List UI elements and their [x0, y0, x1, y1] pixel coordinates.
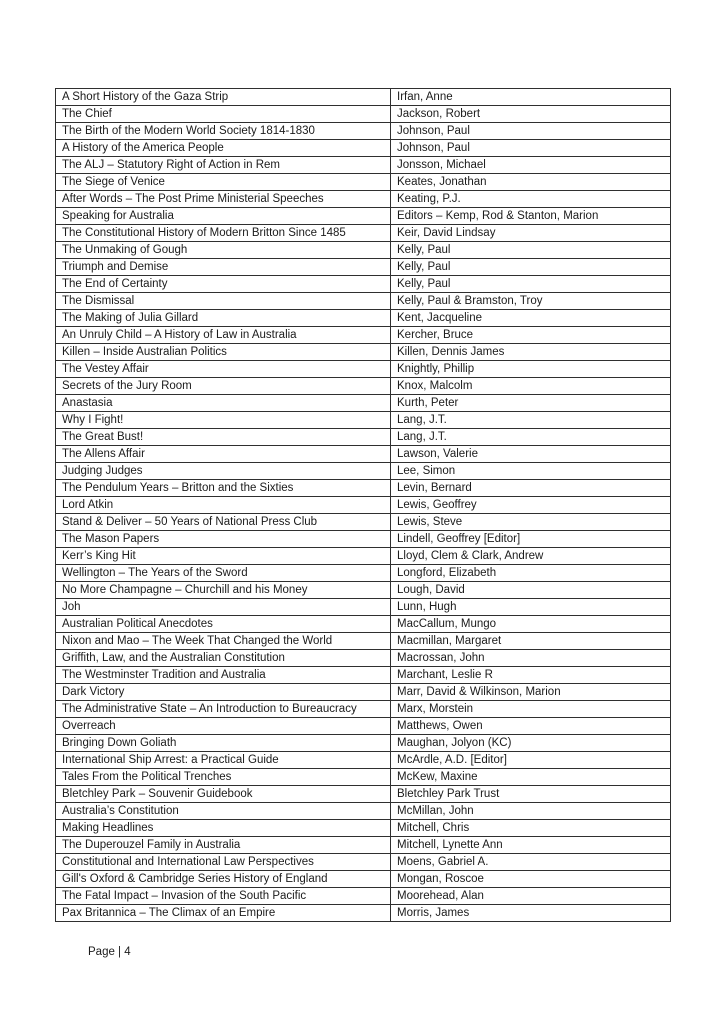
title-cell: The Administrative State – An Introduction to Bureaucracy [56, 701, 391, 718]
author-cell: Lunn, Hugh [391, 599, 671, 616]
title-cell: The Allens Affair [56, 446, 391, 463]
table-row [56, 650, 671, 667]
table-row [56, 140, 671, 157]
title-cell: Why I Fight! [56, 412, 391, 429]
author-cell: Lang, J.T. [391, 429, 671, 446]
author-cell: Macmillan, Margaret [391, 633, 671, 650]
author-cell: Lloyd, Clem & Clark, Andrew [391, 548, 671, 565]
table-row [56, 259, 671, 276]
author-cell: Lindell, Geoffrey [Editor] [391, 531, 671, 548]
title-cell: Griffith, Law, and the Australian Constitution [56, 650, 391, 667]
table-row [56, 497, 671, 514]
author-cell: Lewis, Geoffrey [391, 497, 671, 514]
author-cell: Macrossan, John [391, 650, 671, 667]
author-cell: Morris, James [391, 905, 671, 922]
table-row [56, 123, 671, 140]
title-cell: Constitutional and International Law Perspectives [56, 854, 391, 871]
author-cell: Kent, Jacqueline [391, 310, 671, 327]
table-row [56, 514, 671, 531]
title-cell: Secrets of the Jury Room [56, 378, 391, 395]
table-row [56, 735, 671, 752]
table-row [56, 327, 671, 344]
author-cell: Lawson, Valerie [391, 446, 671, 463]
title-cell: The End of Certainty [56, 276, 391, 293]
author-cell: Jonsson, Michael [391, 157, 671, 174]
title-cell: Wellington – The Years of the Sword [56, 565, 391, 582]
title-cell: Anastasia [56, 395, 391, 412]
table-row [56, 565, 671, 582]
title-cell: The Unmaking of Gough [56, 242, 391, 259]
title-cell: The Dismissal [56, 293, 391, 310]
author-cell: Lang, J.T. [391, 412, 671, 429]
table-row [56, 208, 671, 225]
title-cell: Kerr’s King Hit [56, 548, 391, 565]
table-row [56, 684, 671, 701]
title-cell: A Short History of the Gaza Strip [56, 89, 391, 106]
title-cell: Dark Victory [56, 684, 391, 701]
table-row [56, 395, 671, 412]
author-cell: McMillan, John [391, 803, 671, 820]
title-cell: Triumph and Demise [56, 259, 391, 276]
table-row [56, 174, 671, 191]
table-row [56, 412, 671, 429]
table-row [56, 871, 671, 888]
table-row [56, 106, 671, 123]
title-cell: Joh [56, 599, 391, 616]
author-cell: Mitchell, Lynette Ann [391, 837, 671, 854]
title-cell: Overreach [56, 718, 391, 735]
author-cell: McKew, Maxine [391, 769, 671, 786]
author-cell: Kercher, Bruce [391, 327, 671, 344]
title-cell: The Fatal Impact – Invasion of the South Pacific [56, 888, 391, 905]
title-cell: The Constitutional History of Modern Britton Since 1485 [56, 225, 391, 242]
author-cell: Jackson, Robert [391, 106, 671, 123]
author-cell: MacCallum, Mungo [391, 616, 671, 633]
author-cell: Lee, Simon [391, 463, 671, 480]
page-footer: Page | 4 [88, 946, 131, 958]
author-cell: Kelly, Paul [391, 242, 671, 259]
table-row [56, 89, 671, 106]
table-row [56, 157, 671, 174]
author-cell: Longford, Elizabeth [391, 565, 671, 582]
author-cell: McArdle, A.D. [Editor] [391, 752, 671, 769]
table-row [56, 888, 671, 905]
title-cell: After Words – The Post Prime Ministerial Speeches [56, 191, 391, 208]
author-cell: Editors – Kemp, Rod & Stanton, Marion [391, 208, 671, 225]
author-cell: Marr, David & Wilkinson, Marion [391, 684, 671, 701]
title-cell: Tales From the Political Trenches [56, 769, 391, 786]
table-row [56, 616, 671, 633]
author-cell: Mongan, Roscoe [391, 871, 671, 888]
title-cell: The Chief [56, 106, 391, 123]
title-cell: The Making of Julia Gillard [56, 310, 391, 327]
table-row [56, 769, 671, 786]
table-row [56, 344, 671, 361]
title-cell: The Pendulum Years – Britton and the Sixties [56, 480, 391, 497]
author-cell: Moens, Gabriel A. [391, 854, 671, 871]
table-row [56, 786, 671, 803]
author-cell: Levin, Bernard [391, 480, 671, 497]
author-cell: Kurth, Peter [391, 395, 671, 412]
author-cell: Keates, Jonathan [391, 174, 671, 191]
table-row [56, 378, 671, 395]
author-cell: Kelly, Paul [391, 276, 671, 293]
table-row [56, 582, 671, 599]
table-row [56, 854, 671, 871]
title-cell: An Unruly Child – A History of Law in Australia [56, 327, 391, 344]
title-cell: Australia’s Constitution [56, 803, 391, 820]
table-row [56, 293, 671, 310]
author-cell: Marchant, Leslie R [391, 667, 671, 684]
author-cell: Irfan, Anne [391, 89, 671, 106]
table-row [56, 531, 671, 548]
table-row [56, 803, 671, 820]
title-cell: The Westminster Tradition and Australia [56, 667, 391, 684]
title-cell: Bletchley Park – Souvenir Guidebook [56, 786, 391, 803]
table-row [56, 718, 671, 735]
table-row [56, 905, 671, 922]
title-cell: A History of the America People [56, 140, 391, 157]
table-row [56, 599, 671, 616]
author-cell: Moorehead, Alan [391, 888, 671, 905]
title-cell: The Siege of Venice [56, 174, 391, 191]
title-cell: Lord Atkin [56, 497, 391, 514]
title-cell: Making Headlines [56, 820, 391, 837]
book-table-body [56, 89, 671, 922]
author-cell: Matthews, Owen [391, 718, 671, 735]
title-cell: The Birth of the Modern World Society 1814-1830 [56, 123, 391, 140]
title-cell: Nixon and Mao – The Week That Changed the World [56, 633, 391, 650]
title-cell: No More Champagne – Churchill and his Money [56, 582, 391, 599]
title-cell: The Vestey Affair [56, 361, 391, 378]
table-row [56, 752, 671, 769]
table-row [56, 701, 671, 718]
author-cell: Bletchley Park Trust [391, 786, 671, 803]
author-cell: Kelly, Paul [391, 259, 671, 276]
table-row [56, 446, 671, 463]
title-cell: The Great Bust! [56, 429, 391, 446]
title-cell: Gill's Oxford & Cambridge Series History of England [56, 871, 391, 888]
table-row [56, 361, 671, 378]
author-cell: Johnson, Paul [391, 123, 671, 140]
title-cell: The Mason Papers [56, 531, 391, 548]
author-cell: Kelly, Paul & Bramston, Troy [391, 293, 671, 310]
title-cell: Speaking for Australia [56, 208, 391, 225]
author-cell: Marx, Morstein [391, 701, 671, 718]
table-row [56, 633, 671, 650]
author-cell: Maughan, Jolyon (KC) [391, 735, 671, 752]
table-row [56, 837, 671, 854]
title-cell: Killen – Inside Australian Politics [56, 344, 391, 361]
table-row [56, 225, 671, 242]
table-row [56, 820, 671, 837]
author-cell: Killen, Dennis James [391, 344, 671, 361]
table-row [56, 242, 671, 259]
author-cell: Keating, P.J. [391, 191, 671, 208]
author-cell: Keir, David Lindsay [391, 225, 671, 242]
table-row [56, 667, 671, 684]
title-cell: Bringing Down Goliath [56, 735, 391, 752]
table-row [56, 310, 671, 327]
title-cell: International Ship Arrest: a Practical Guide [56, 752, 391, 769]
title-cell: Australian Political Anecdotes [56, 616, 391, 633]
table-row [56, 548, 671, 565]
author-cell: Knox, Malcolm [391, 378, 671, 395]
title-cell: Stand & Deliver – 50 Years of National Press Club [56, 514, 391, 531]
table-row [56, 463, 671, 480]
title-cell: The Duperouzel Family in Australia [56, 837, 391, 854]
author-cell: Lough, David [391, 582, 671, 599]
author-cell: Johnson, Paul [391, 140, 671, 157]
book-list-table [55, 88, 671, 922]
author-cell: Lewis, Steve [391, 514, 671, 531]
table-row [56, 429, 671, 446]
title-cell: Pax Britannica – The Climax of an Empire [56, 905, 391, 922]
author-cell: Mitchell, Chris [391, 820, 671, 837]
author-cell: Knightly, Phillip [391, 361, 671, 378]
table-row [56, 276, 671, 293]
table-row [56, 480, 671, 497]
title-cell: The ALJ – Statutory Right of Action in Rem [56, 157, 391, 174]
title-cell: Judging Judges [56, 463, 391, 480]
table-row [56, 191, 671, 208]
